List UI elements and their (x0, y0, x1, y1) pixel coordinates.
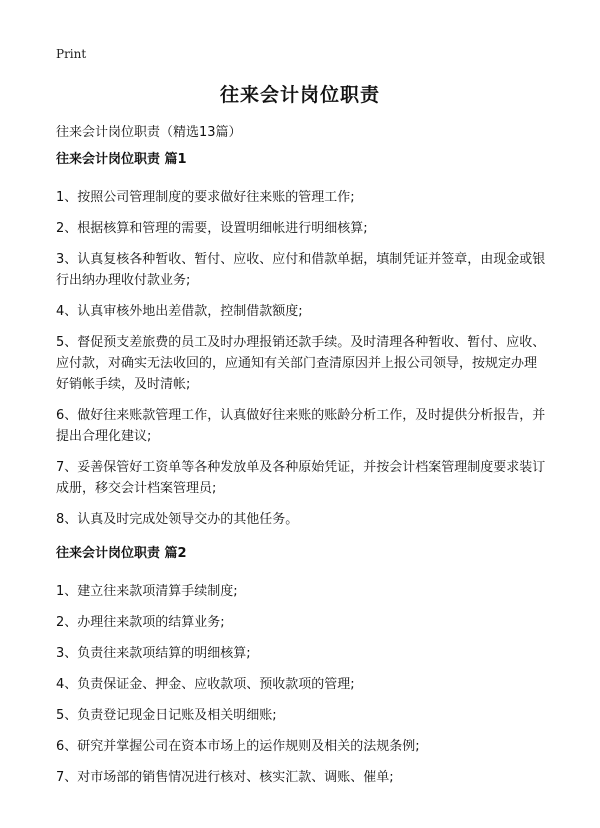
list-item: 5、负责登记现金日记账及相关明细账; (56, 708, 277, 723)
section-1 (56, 150, 548, 530)
list-item: 1、按照公司管理制度的要求做好往来账的管理工作; (56, 190, 355, 205)
list-item: 6、研究并掌握公司在资本市场上的运作规则及相关的法规条例; (56, 739, 420, 754)
list-item: 6、做好往来账款管理工作，认真做好往来账的账龄分析工作，及时提供分析报告，并提出合理化建议; (56, 408, 546, 444)
section-2 (56, 544, 548, 788)
section-items (56, 187, 548, 530)
section-heading: 往来会计岗位职责 篇1 (56, 152, 187, 167)
document-content (56, 150, 548, 798)
list-item: 4、负责保证金、押金、应收款项、预收款项的管理; (56, 677, 355, 692)
list-item: 1、建立往来款项清算手续制度; (56, 584, 238, 599)
list-item: 3、负责往来款项结算的明细核算; (56, 646, 251, 661)
print-label[interactable]: Print (56, 47, 87, 61)
list-item: 2、根据核算和管理的需要，设置明细帐进行明细核算; (56, 221, 368, 236)
page-title: 往来会计岗位职责 (219, 84, 380, 106)
section-heading: 往来会计岗位职责 篇2 (56, 546, 187, 561)
list-item: 4、认真审核外地出差借款，控制借款额度; (56, 304, 303, 319)
list-item: 7、妥善保管好工资单等各种发放单及各种原始凭证，并按会计档案管理制度要求装订成册，移交会计档案管理员; (56, 460, 546, 496)
list-item: 2、办理往来款项的结算业务; (56, 615, 225, 630)
section-items (56, 581, 548, 788)
list-item: 8、认真及时完成处领导交办的其他任务。 (56, 512, 299, 527)
list-item: 5、督促预支差旅费的员工及时办理报销还款手续。及时清理各种暂收、暂付、应收、应付款，对确实无法收回的，应通知有关部门查清原因并上报公司领导，按规定办理好销帐手续，及时清帐; (56, 335, 546, 392)
list-item: 3、认真复核各种暂收、暂付、应收、应付和借款单据，填制凭证并签章，由现金或银行出纳办理收付款业务; (56, 252, 546, 288)
page-subtitle: 往来会计岗位职责（精选13篇） (56, 125, 242, 140)
list-item: 7、对市场部的销售情况进行核对、核实汇款、调账、催单; (56, 770, 394, 785)
